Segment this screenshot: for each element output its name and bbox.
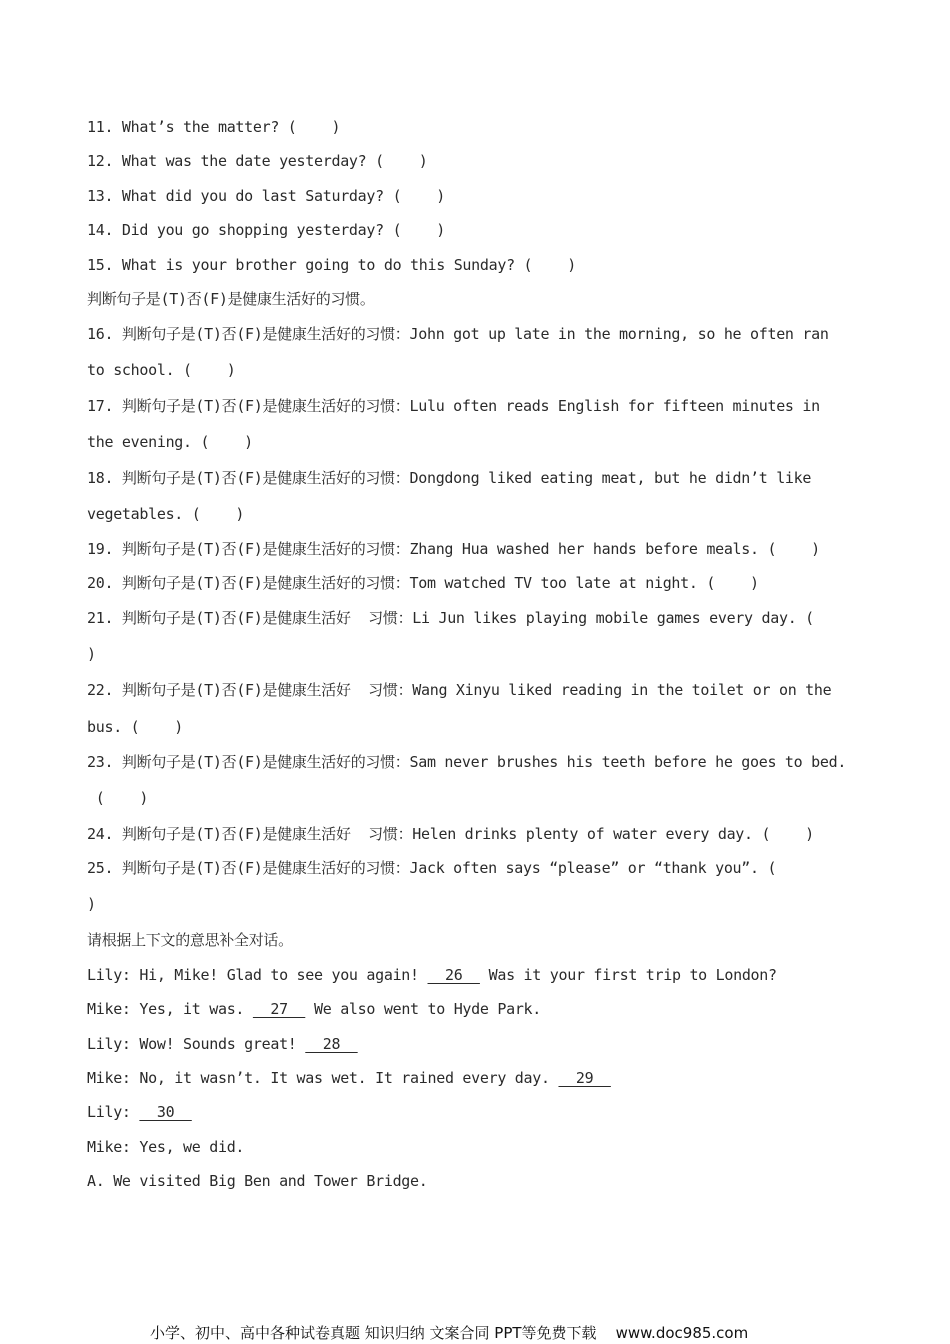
dialogue-text: Mike: No, it wasn’t. It was wet. It rained every day. — [87, 1069, 559, 1087]
question-20: 20. 判断句子是(T)否(F)是健康生活好的习惯：Tom watched TV too late at night. ( ) — [87, 574, 759, 592]
section-heading-dialogue: 请根据上下文的意思补全对话。 — [87, 931, 293, 949]
dialogue-line-2 — [87, 999, 541, 1019]
question-25-line1: 25. 判断句子是(T)否(F)是健康生活好的习惯：Jack often says “please” or “thank you”. ( — [87, 859, 777, 877]
question-23-line2: ( ) — [87, 789, 149, 807]
answer-blank-28[interactable]: 28 — [305, 1035, 358, 1053]
dialogue-line-5 — [87, 1102, 192, 1122]
question-12: 12. What was the date yesterday? ( ) — [87, 152, 428, 170]
dialogue-line-6: Mike: Yes, we did. — [87, 1138, 245, 1156]
answer-blank-26[interactable]: 26 — [427, 966, 480, 984]
answer-blank-29[interactable]: 29 — [558, 1069, 611, 1087]
question-23-line1: 23. 判断句子是(T)否(F)是健康生活好的习惯：Sam never brushes his teeth before he goes to bed. — [87, 753, 847, 771]
dialogue-line-4 — [87, 1068, 611, 1088]
question-21-line2: ) — [87, 645, 96, 663]
question-17-line1: 17. 判断句子是(T)否(F)是健康生活好的习惯：Lulu often reads English for fifteen minutes in — [87, 397, 820, 415]
dialogue-text: Mike: Yes, it was. — [87, 1000, 253, 1018]
question-22-line1: 22. 判断句子是(T)否(F)是健康生活好 习惯：Wang Xinyu liked reading in the toilet or on the — [87, 681, 832, 699]
question-17-line2: the evening. ( ) — [87, 433, 253, 451]
question-15: 15. What is your brother going to do this Sunday? ( ) — [87, 256, 576, 274]
question-22-line2: bus. ( ) — [87, 718, 184, 736]
question-21-line1: 21. 判断句子是(T)否(F)是健康生活好 习惯：Li Jun likes playing mobile games every day. ( — [87, 609, 814, 627]
page-footer: 小学、初中、高中各种试卷真题 知识归纳 文案合同 PPT等免费下载 www.doc985.com — [150, 1324, 749, 1342]
question-18-line2: vegetables. ( ) — [87, 505, 245, 523]
question-25-line2: ) — [87, 895, 96, 913]
option-a: A. We visited Big Ben and Tower Bridge. — [87, 1172, 428, 1190]
dialogue-text: Was it your first trip to London? — [479, 966, 777, 984]
question-16-line2: to school. ( ) — [87, 361, 236, 379]
question-18-line1: 18. 判断句子是(T)否(F)是健康生活好的习惯：Dongdong liked eating meat, but he didn’t like — [87, 469, 812, 487]
question-16-line1: 16. 判断句子是(T)否(F)是健康生活好的习惯：John got up late in the morning, so he often ran — [87, 325, 829, 343]
dialogue-text: We also went to Hyde Park. — [305, 1000, 542, 1018]
question-11: 11. What’s the matter? ( ) — [87, 118, 341, 136]
section-heading-judge: 判断句子是(T)否(F)是健康生活好的习惯。 — [87, 290, 375, 308]
answer-blank-27[interactable]: 27 — [252, 1000, 306, 1018]
question-14: 14. Did you go shopping yesterday? ( ) — [87, 221, 445, 239]
question-19: 19. 判断句子是(T)否(F)是健康生活好的习惯：Zhang Hua washed her hands before meals. ( ) — [87, 540, 820, 558]
dialogue-text: Lily: Wow! Sounds great! — [87, 1035, 306, 1053]
answer-blank-30[interactable]: 30 — [139, 1103, 192, 1121]
question-24: 24. 判断句子是(T)否(F)是健康生活好 习惯：Helen drinks plenty of water every day. ( ) — [87, 825, 814, 843]
dialogue-text: Lily: — [87, 1103, 140, 1121]
question-13: 13. What did you do last Saturday? ( ) — [87, 187, 445, 205]
dialogue-text: Lily: Hi, Mike! Glad to see you again! — [87, 966, 428, 984]
dialogue-line-1 — [87, 965, 777, 985]
dialogue-line-3 — [87, 1034, 358, 1054]
